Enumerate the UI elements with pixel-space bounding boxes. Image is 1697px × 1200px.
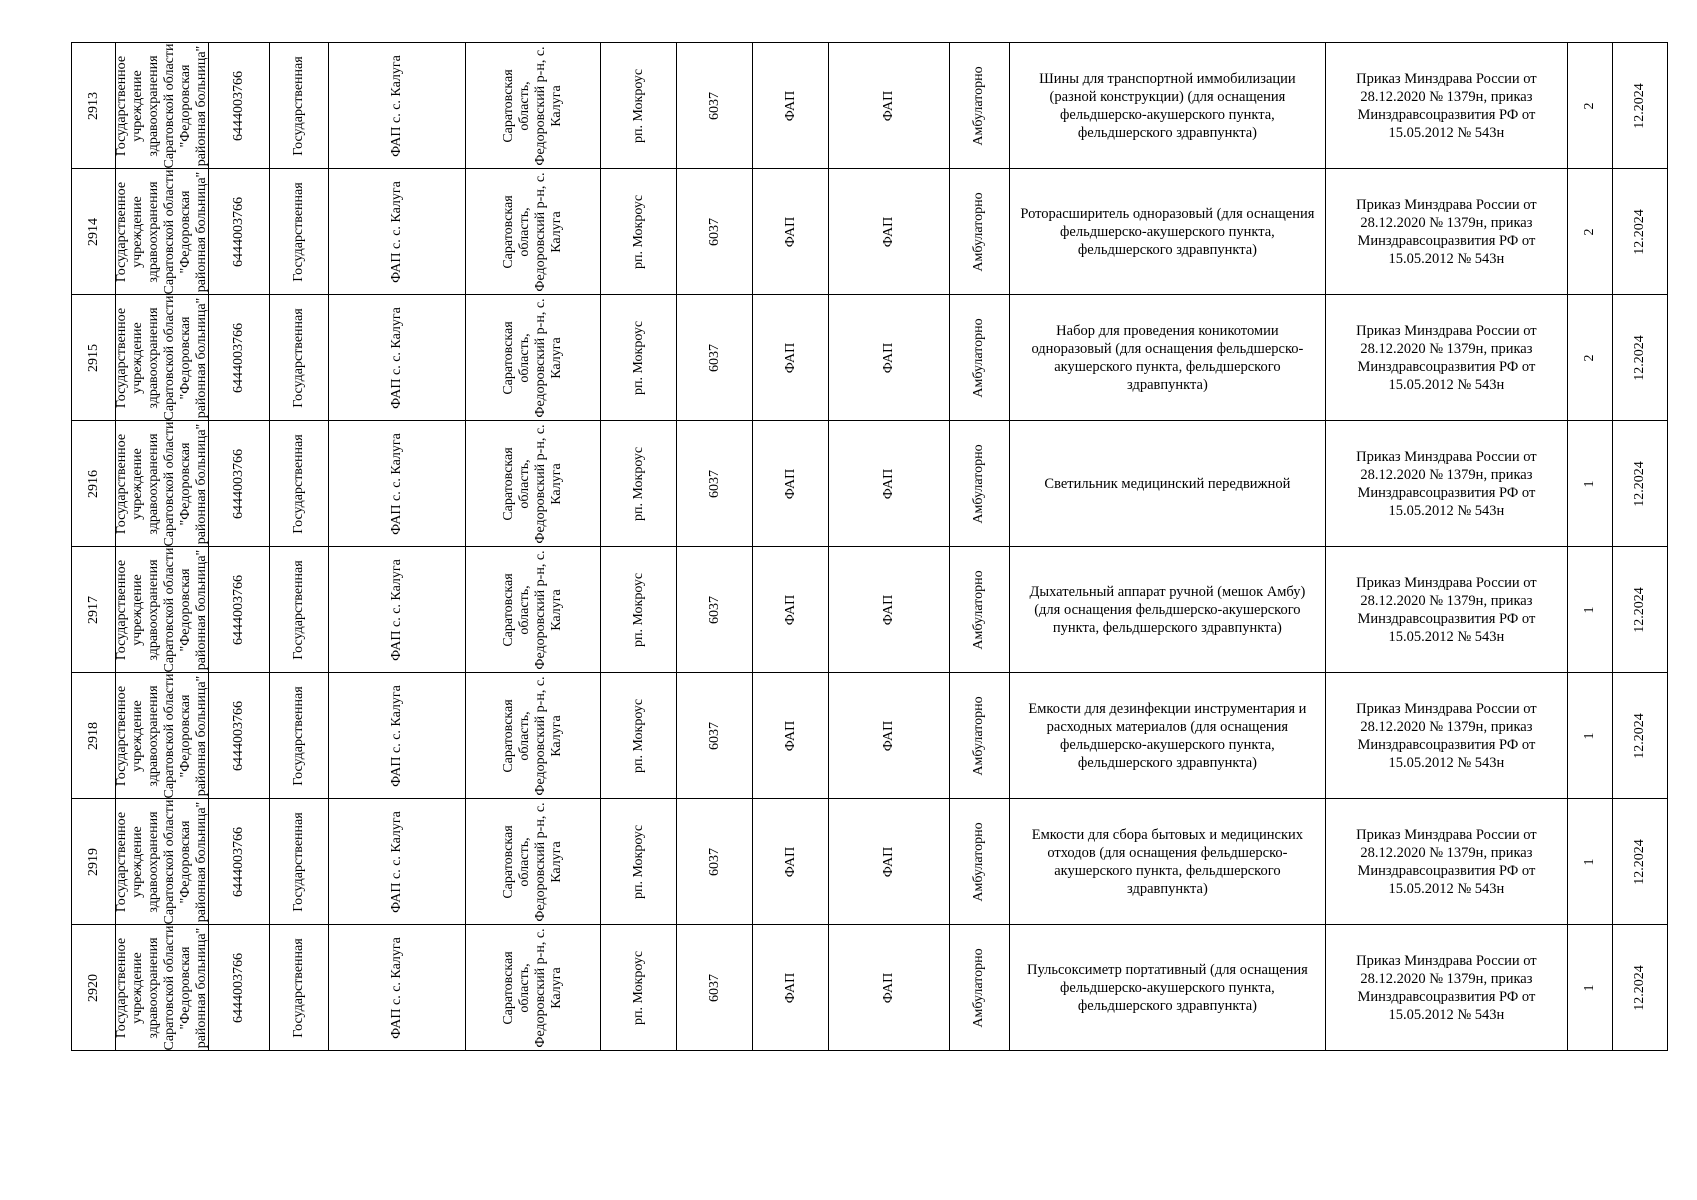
inn-code-cell — [209, 673, 270, 799]
quantity: 2 — [1581, 354, 1597, 361]
ownership-type-cell — [270, 43, 329, 169]
unit-name-cell — [329, 43, 466, 169]
table-row — [72, 421, 1668, 547]
unit-name-cell — [329, 799, 466, 925]
address: Саратовская область, Федоровский р-н, с. Калуга — [501, 45, 565, 166]
care-form-cell — [949, 799, 1009, 925]
care-form-cell — [949, 547, 1009, 673]
unit-name-cell — [329, 295, 466, 421]
quantity-cell — [1567, 799, 1612, 925]
district-cell — [601, 799, 677, 925]
district: рп. Мокроус — [630, 68, 646, 143]
address-cell — [466, 43, 601, 169]
organization-name: Государственное учреждение здравоохранения Саратовской области "Федоровская районная больница" — [114, 295, 210, 420]
quantity-cell — [1567, 925, 1612, 1051]
unit-type-cell — [753, 43, 829, 169]
row-number: 2917 — [85, 595, 101, 624]
due-date-cell — [1613, 799, 1668, 925]
row-number-cell — [72, 547, 116, 673]
row-number-cell — [72, 421, 116, 547]
code-cell — [677, 295, 753, 421]
equipment-name-cell — [1009, 547, 1325, 673]
ownership-type: Государственная — [291, 811, 307, 912]
unit-subtype-cell — [829, 421, 949, 547]
legal-order-cell — [1326, 421, 1568, 547]
unit-name: ФАП с. с. Калуга — [389, 684, 405, 787]
quantity-cell — [1567, 169, 1612, 295]
legal-order-cell — [1326, 547, 1568, 673]
table-row — [72, 295, 1668, 421]
address-cell — [466, 799, 601, 925]
unit-type-cell — [753, 673, 829, 799]
row-number: 2920 — [85, 973, 101, 1002]
unit-subtype-cell — [829, 799, 949, 925]
quantity: 1 — [1581, 480, 1597, 487]
unit-subtype-cell — [829, 295, 949, 421]
address-cell — [466, 169, 601, 295]
address: Саратовская область, Федоровский р-н, с. Калуга — [501, 801, 565, 922]
inn-code-cell — [209, 295, 270, 421]
inn-code: 6444003766 — [231, 448, 247, 519]
due-date-cell — [1613, 169, 1668, 295]
care-form: Амбулаторно — [971, 317, 987, 398]
care-form-cell — [949, 421, 1009, 547]
organization-name: Государственное учреждение здравоохранения Саратовской области "Федоровская районная больница" — [114, 43, 210, 168]
unit-name-cell — [329, 169, 466, 295]
address-cell — [466, 295, 601, 421]
organization-name: Государственное учреждение здравоохранения Саратовской области "Федоровская районная больница" — [114, 421, 210, 546]
due-date-cell — [1613, 295, 1668, 421]
district: рп. Мокроус — [630, 698, 646, 773]
unit-subtype-cell — [829, 673, 949, 799]
table-row — [72, 547, 1668, 673]
ownership-type-cell — [270, 169, 329, 295]
quantity-cell — [1567, 673, 1612, 799]
code: 6037 — [706, 595, 722, 624]
code-cell — [677, 925, 753, 1051]
unit-type: ФАП — [782, 720, 798, 751]
care-form: Амбулаторно — [971, 191, 987, 272]
inn-code-cell — [209, 169, 270, 295]
unit-type: ФАП — [782, 90, 798, 121]
row-number-cell — [72, 925, 116, 1051]
address-cell — [466, 421, 601, 547]
unit-type: ФАП — [782, 972, 798, 1003]
district-cell — [601, 925, 677, 1051]
care-form-cell — [949, 295, 1009, 421]
unit-subtype-cell — [829, 547, 949, 673]
code-cell — [677, 169, 753, 295]
equipment-name-cell — [1009, 799, 1325, 925]
unit-subtype: ФАП — [880, 594, 896, 625]
address: Саратовская область, Федоровский р-н, с. Калуга — [501, 423, 565, 544]
legal-order: Приказ Минздрава России от 28.12.2020 № 1379н, приказ Минздравсоцразвития РФ от 15.05.2012 № 543н — [1356, 952, 1537, 1023]
inn-code: 6444003766 — [231, 952, 247, 1023]
quantity-cell — [1567, 421, 1612, 547]
quantity-cell — [1567, 43, 1612, 169]
organization-name: Государственное учреждение здравоохранения Саратовской области "Федоровская районная больница" — [114, 799, 210, 924]
due-date: 12.2024 — [1632, 82, 1647, 129]
organization-name-cell — [116, 169, 209, 295]
inn-code: 6444003766 — [231, 196, 247, 267]
quantity: 1 — [1581, 606, 1597, 613]
organization-name: Государственное учреждение здравоохранения Саратовской области "Федоровская районная больница" — [114, 925, 210, 1050]
legal-order-cell — [1326, 169, 1568, 295]
unit-name-cell — [329, 673, 466, 799]
district-cell — [601, 673, 677, 799]
care-form-cell — [949, 169, 1009, 295]
unit-name-cell — [329, 421, 466, 547]
legal-order: Приказ Минздрава России от 28.12.2020 № 1379н, приказ Минздравсоцразвития РФ от 15.05.2012 № 543н — [1356, 574, 1537, 645]
quantity: 1 — [1581, 858, 1597, 865]
ownership-type: Государственная — [291, 307, 307, 408]
due-date: 12.2024 — [1632, 712, 1647, 759]
district: рп. Мокроус — [630, 320, 646, 395]
equipment-name: Светильник медицинский передвижной — [1044, 475, 1291, 492]
district-cell — [601, 169, 677, 295]
unit-type: ФАП — [782, 342, 798, 373]
equipment-name: Шины для транспортной иммобилизации (разной конструкции) (для оснащения фельдшерско-акушерского пункта, фельдшерского здравпункта) — [1039, 70, 1296, 141]
ownership-type-cell — [270, 673, 329, 799]
legal-order-cell — [1326, 43, 1568, 169]
district: рп. Мокроус — [630, 572, 646, 647]
inn-code: 6444003766 — [231, 826, 247, 897]
legal-order-cell — [1326, 673, 1568, 799]
row-number-cell — [72, 43, 116, 169]
code: 6037 — [706, 721, 722, 750]
unit-name: ФАП с. с. Калуга — [389, 558, 405, 661]
district-cell — [601, 43, 677, 169]
row-number: 2915 — [85, 343, 101, 372]
care-form-cell — [949, 43, 1009, 169]
due-date-cell — [1613, 547, 1668, 673]
care-form-cell — [949, 925, 1009, 1051]
organization-name-cell — [116, 295, 209, 421]
due-date-cell — [1613, 925, 1668, 1051]
code-cell — [677, 673, 753, 799]
ownership-type: Государственная — [291, 937, 307, 1038]
unit-name-cell — [329, 925, 466, 1051]
code-cell — [677, 43, 753, 169]
code-cell — [677, 799, 753, 925]
equipment-name: Емкости для дезинфекции инструментария и расходных материалов (для оснащения фельдшерско-акушерского пункта, фельдшерского здравпункта) — [1028, 700, 1307, 771]
organization-name: Государственное учреждение здравоохранения Саратовской области "Федоровская районная больница" — [114, 547, 210, 672]
due-date-cell — [1613, 421, 1668, 547]
table-row — [72, 925, 1668, 1051]
equipment-name-cell — [1009, 295, 1325, 421]
equipment-name-cell — [1009, 925, 1325, 1051]
care-form-cell — [949, 673, 1009, 799]
row-number-cell — [72, 799, 116, 925]
organization-name: Государственное учреждение здравоохранения Саратовской области "Федоровская районная больница" — [114, 169, 210, 294]
ownership-type: Государственная — [291, 181, 307, 282]
legal-order-cell — [1326, 799, 1568, 925]
district-cell — [601, 547, 677, 673]
inn-code-cell — [209, 799, 270, 925]
code-cell — [677, 421, 753, 547]
unit-type-cell — [753, 169, 829, 295]
ownership-type-cell — [270, 547, 329, 673]
district: рп. Мокроус — [630, 194, 646, 269]
address: Саратовская область, Федоровский р-н, с. Калуга — [501, 927, 565, 1048]
legal-order: Приказ Минздрава России от 28.12.2020 № 1379н, приказ Минздравсоцразвития РФ от 15.05.2012 № 543н — [1356, 70, 1537, 141]
legal-order-cell — [1326, 925, 1568, 1051]
unit-type-cell — [753, 295, 829, 421]
ownership-type: Государственная — [291, 55, 307, 156]
equipment-name-cell — [1009, 169, 1325, 295]
equipment-name: Пульсоксиметр портативный (для оснащения фельдшерско-акушерского пункта, фельдшерского здравпункта) — [1027, 961, 1308, 1014]
quantity: 2 — [1581, 102, 1597, 109]
organization-name-cell — [116, 673, 209, 799]
unit-subtype: ФАП — [880, 216, 896, 247]
quantity-cell — [1567, 295, 1612, 421]
ownership-type-cell — [270, 295, 329, 421]
row-number-cell — [72, 295, 116, 421]
unit-name: ФАП с. с. Калуга — [389, 432, 405, 535]
district: рп. Мокроус — [630, 446, 646, 521]
code: 6037 — [706, 973, 722, 1002]
organization-name-cell — [116, 925, 209, 1051]
unit-type: ФАП — [782, 468, 798, 499]
due-date: 12.2024 — [1632, 964, 1647, 1011]
equipment-name-cell — [1009, 673, 1325, 799]
equipment-name-cell — [1009, 43, 1325, 169]
inn-code-cell — [209, 547, 270, 673]
equipment-name: Набор для проведения коникотомии одноразовый (для оснащения фельдшерско-акушерского пункта, фельдшерского здравпункта) — [1031, 322, 1304, 393]
unit-subtype-cell — [829, 925, 949, 1051]
care-form: Амбулаторно — [971, 821, 987, 902]
unit-subtype-cell — [829, 169, 949, 295]
care-form: Амбулаторно — [971, 947, 987, 1028]
ownership-type: Государственная — [291, 559, 307, 660]
unit-subtype: ФАП — [880, 972, 896, 1003]
due-date: 12.2024 — [1632, 838, 1647, 885]
legal-order: Приказ Минздрава России от 28.12.2020 № 1379н, приказ Минздравсоцразвития РФ от 15.05.2012 № 543н — [1356, 322, 1537, 393]
care-form: Амбулаторно — [971, 443, 987, 524]
quantity-cell — [1567, 547, 1612, 673]
legal-order: Приказ Минздрава России от 28.12.2020 № 1379н, приказ Минздравсоцразвития РФ от 15.05.2012 № 543н — [1356, 826, 1537, 897]
unit-type-cell — [753, 547, 829, 673]
district-cell — [601, 421, 677, 547]
unit-type: ФАП — [782, 216, 798, 247]
care-form: Амбулаторно — [971, 695, 987, 776]
due-date: 12.2024 — [1632, 334, 1647, 381]
table-row — [72, 43, 1668, 169]
inn-code: 6444003766 — [231, 700, 247, 771]
row-number: 2914 — [85, 217, 101, 246]
address: Саратовская область, Федоровский р-н, с. Калуга — [501, 297, 565, 418]
row-number-cell — [72, 169, 116, 295]
equipment-name-cell — [1009, 421, 1325, 547]
due-date-cell — [1613, 43, 1668, 169]
inn-code-cell — [209, 421, 270, 547]
unit-subtype-cell — [829, 43, 949, 169]
equipment-table-page — [71, 42, 1668, 1057]
table-row — [72, 169, 1668, 295]
row-number: 2913 — [85, 91, 101, 120]
equipment-name: Дыхательный аппарат ручной (мешок Амбу) (для оснащения фельдшерско-акушерского пункта, фельдшерского здравпункта) — [1029, 583, 1306, 636]
quantity: 2 — [1581, 228, 1597, 235]
address: Саратовская область, Федоровский р-н, с. Калуга — [501, 171, 565, 292]
unit-name: ФАП с. с. Калуга — [389, 936, 405, 1039]
unit-subtype: ФАП — [880, 468, 896, 499]
inn-code-cell — [209, 43, 270, 169]
organization-name-cell — [116, 421, 209, 547]
organization-name-cell — [116, 799, 209, 925]
table-row — [72, 673, 1668, 799]
row-number: 2916 — [85, 469, 101, 498]
unit-subtype: ФАП — [880, 90, 896, 121]
organization-name-cell — [116, 547, 209, 673]
district: рп. Мокроус — [630, 824, 646, 899]
code: 6037 — [706, 469, 722, 498]
table-row — [72, 799, 1668, 925]
due-date-cell — [1613, 673, 1668, 799]
unit-type: ФАП — [782, 846, 798, 877]
organization-name: Государственное учреждение здравоохранения Саратовской области "Федоровская районная больница" — [114, 673, 210, 798]
address: Саратовская область, Федоровский р-н, с. Калуга — [501, 675, 565, 796]
unit-name: ФАП с. с. Калуга — [389, 810, 405, 913]
legal-order: Приказ Минздрава России от 28.12.2020 № 1379н, приказ Минздравсоцразвития РФ от 15.05.2012 № 543н — [1356, 700, 1537, 771]
legal-order-cell — [1326, 295, 1568, 421]
unit-name: ФАП с. с. Калуга — [389, 306, 405, 409]
address: Саратовская область, Федоровский р-н, с. Калуга — [501, 549, 565, 670]
unit-type: ФАП — [782, 594, 798, 625]
ownership-type-cell — [270, 799, 329, 925]
row-number-cell — [72, 673, 116, 799]
unit-name: ФАП с. с. Калуга — [389, 54, 405, 157]
inn-code-cell — [209, 925, 270, 1051]
inn-code: 6444003766 — [231, 322, 247, 393]
inn-code: 6444003766 — [231, 70, 247, 141]
row-number: 2919 — [85, 847, 101, 876]
address-cell — [466, 673, 601, 799]
district-cell — [601, 295, 677, 421]
due-date: 12.2024 — [1632, 208, 1647, 255]
code: 6037 — [706, 847, 722, 876]
organization-name-cell — [116, 43, 209, 169]
equipment-table — [71, 42, 1668, 1051]
care-form: Амбулаторно — [971, 65, 987, 146]
code: 6037 — [706, 343, 722, 372]
ownership-type-cell — [270, 421, 329, 547]
unit-subtype: ФАП — [880, 846, 896, 877]
quantity: 1 — [1581, 732, 1597, 739]
legal-order: Приказ Минздрава России от 28.12.2020 № 1379н, приказ Минздравсоцразвития РФ от 15.05.2012 № 543н — [1356, 196, 1537, 267]
due-date: 12.2024 — [1632, 460, 1647, 507]
legal-order: Приказ Минздрава России от 28.12.2020 № 1379н, приказ Минздравсоцразвития РФ от 15.05.2012 № 543н — [1356, 448, 1537, 519]
ownership-type: Государственная — [291, 685, 307, 786]
inn-code: 6444003766 — [231, 574, 247, 645]
unit-name-cell — [329, 547, 466, 673]
quantity: 1 — [1581, 984, 1597, 991]
due-date: 12.2024 — [1632, 586, 1647, 633]
care-form: Амбулаторно — [971, 569, 987, 650]
code-cell — [677, 547, 753, 673]
address-cell — [466, 547, 601, 673]
address-cell — [466, 925, 601, 1051]
unit-subtype: ФАП — [880, 720, 896, 751]
ownership-type-cell — [270, 925, 329, 1051]
code: 6037 — [706, 91, 722, 120]
row-number: 2918 — [85, 721, 101, 750]
unit-subtype: ФАП — [880, 342, 896, 373]
unit-name: ФАП с. с. Калуга — [389, 180, 405, 283]
code: 6037 — [706, 217, 722, 246]
unit-type-cell — [753, 421, 829, 547]
ownership-type: Государственная — [291, 433, 307, 534]
unit-type-cell — [753, 799, 829, 925]
equipment-name: Емкости для сбора бытовых и медицинских отходов (для оснащения фельдшерско-акушерского пункта, фельдшерского здравпункта) — [1031, 826, 1304, 897]
unit-type-cell — [753, 925, 829, 1051]
district: рп. Мокроус — [630, 950, 646, 1025]
equipment-name: Роторасширитель одноразовый (для оснащения фельдшерско-акушерского пункта, фельдшерского здравпункта) — [1020, 205, 1315, 258]
